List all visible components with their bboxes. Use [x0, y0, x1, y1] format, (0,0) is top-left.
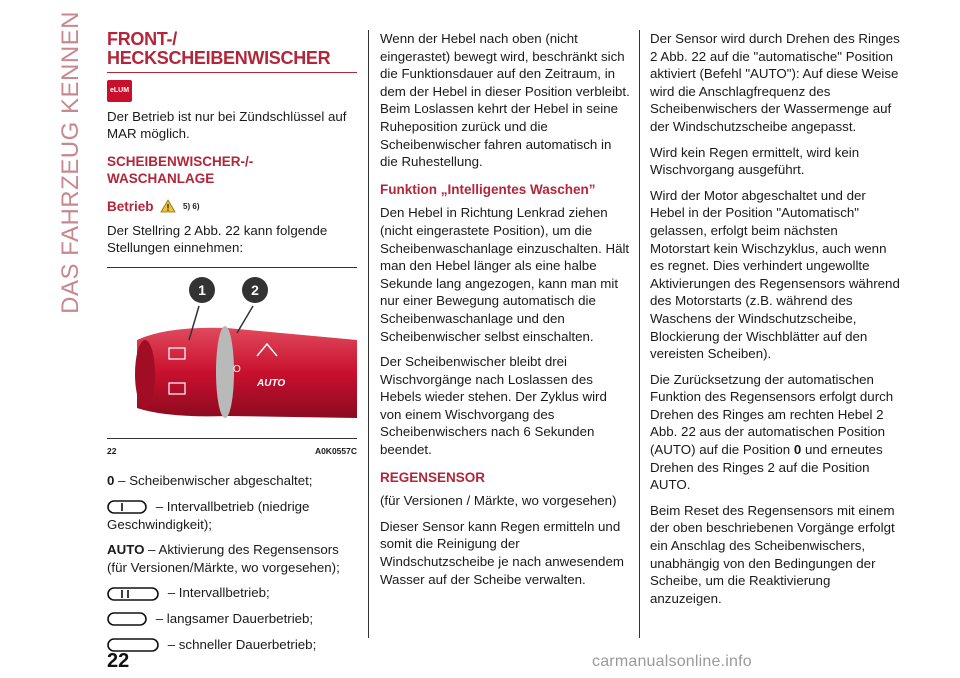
warning-triangle-icon [160, 199, 176, 213]
sensor-activation-text: Der Sensor wird durch Drehen des Ringes 2 Abb. 22 auf die "automatische" Position aktiviert (Befehl "AUTO"): Auf diese Weise wird die Anschlagfrequenz des Scheibenwischers der Wassermenge auf der Windschutzscheibe angepasst. [650, 31, 900, 134]
no-rain-text: Wird kein Regen ermittelt, wird kein Wischvorgang ausgeführt. [650, 144, 860, 178]
page-number: 22 [107, 650, 130, 672]
figure-caption [107, 443, 357, 461]
subsection-heading-operation [107, 198, 357, 216]
lever-body [137, 328, 357, 418]
position-interval-slow [107, 498, 357, 533]
figure-o-label: O [233, 363, 241, 375]
smart-wash-heading: Funktion „Intelligentes Waschen” [380, 181, 596, 197]
elum-badge: eLUM [107, 80, 132, 102]
engine-off-text: Wird der Motor abgeschaltet und der Hebel in der Position "Automatisch" gelassen, erfolgt beim nächsten Motorstart kein Wischzyklus, auch wenn es regnet. Dies verhindert ungewollte Aktivierungen des Regensensors während des Motorstarts (z.B. während des Waschens der Windschutzscheibe, Blockierung der Wischblätter auf den vereisten Scheiben). [650, 187, 900, 362]
column-3 [650, 30, 900, 615]
interval-slow-icon [107, 500, 147, 514]
intro-text: Der Betrieb ist nur bei Zündschlüssel auf MAR möglich. [107, 108, 347, 142]
rain-sensor-heading: REGENSENSOR [380, 469, 486, 485]
smart-wash-text: Den Hebel in Richtung Lenkrad ziehen (nicht eingerastete Position), um die Scheibenwaschanlage einzuschalten. Hält man den Hebel länger als eine halbe Sekunde lang angezogen, kann man mit nur einer Bewegung automatisch die Scheibenwaschanlage und den Scheibenwischer selbst einschalten. [380, 205, 630, 344]
column-divider-1 [368, 30, 369, 638]
side-section-label-text: DAS FAHRZEUG KENNEN [57, 10, 84, 314]
wiper-lever-illustration [107, 268, 357, 438]
interval-icon [107, 587, 159, 601]
stellring-text: Der Stellring 2 Abb. 22 kann folgende Stellungen einnehmen: [107, 222, 328, 256]
section-heading-wiper-washer: SCHEIBENWISCHER-/-WASCHANLAGE [107, 153, 254, 187]
position-slow [107, 610, 357, 628]
position-auto [107, 541, 357, 576]
position-0-key: 0 [107, 473, 115, 489]
column-1 [107, 30, 357, 661]
wiper-stop-text: Der Scheibenwischer bleibt drei Wischvorgänge nach Loslassen des Hebels wieder stehen. Der Zyklus wird von einem Wischvorgang des Scheibenwischers nach 6 Sekunden beendet. [380, 354, 607, 458]
wiper-lever-figure [107, 267, 357, 439]
position-fast [107, 636, 357, 654]
figure-number: 22 [107, 445, 117, 456]
title-line-2: HECKSCHEIBENWISCHER [107, 48, 331, 68]
position-auto-desc: – Aktivierung des Regensensors (für Versionen/Märkte, wo vorgesehen); [107, 542, 340, 575]
reset-text-a: Die Zurücksetzung der automatischen Funktion des Regensensors erfolgt durch Drehen des Ringes am rechten Hebel 2 Abb. 22 aus der automatischen Position (AUTO) auf die Position [650, 371, 894, 458]
rain-sensor-text: Dieser Sensor kann Regen ermitteln und somit die Reinigung der Windschutzscheibe je nach anwesendem Wasser auf der Scheibe verwalten. [380, 518, 624, 587]
reset-text [650, 371, 900, 494]
position-0-desc: – Scheibenwischer abgeschaltet; [114, 473, 313, 489]
position-0 [107, 472, 357, 490]
figure-code: A0K0557C [314, 445, 357, 456]
position-interval [107, 584, 357, 602]
position-auto-key: AUTO [107, 542, 145, 558]
continuous-slow-icon [107, 612, 147, 626]
figure-marker-2-label: 2 [251, 281, 259, 298]
position-slow-desc: – langsamer Dauerbetrieb; [152, 610, 314, 626]
title-divider [107, 72, 357, 73]
position-interval-desc: – Intervallbetrieb; [164, 585, 270, 601]
position-fast-desc: – schneller Dauerbetrieb; [164, 636, 317, 652]
side-section-label [48, 10, 94, 314]
subsection-label: Betrieb [107, 198, 154, 214]
rain-sensor-availability: (für Versionen / Märkte, wo vorgesehen) [380, 493, 617, 509]
column-divider-2 [639, 30, 640, 638]
reset-text-b: und erneutes Drehen des Ringes 2 auf die Position AUTO. [650, 442, 883, 493]
subsection-references: 5) 6) [183, 201, 200, 211]
reset-confirm-text: Beim Reset des Regensensors mit einem der oben beschriebenen Vorgänge erfolgt ein Anschlag des Scheibenwischers, unabhängig von den Bedingungen der Scheibe, um die Reaktivierung anzuzeigen. [650, 502, 895, 606]
title-line-1: FRONT-/ [107, 29, 177, 49]
watermark: carmanualsonline.info [592, 653, 752, 670]
figure-marker-1-label: 1 [198, 281, 206, 298]
column-2 [380, 30, 630, 596]
lever-ring-2 [216, 326, 234, 418]
lever-up-text: Wenn der Hebel nach oben (nicht eingerastet) bewegt wird, beschränkt sich die Funktionsdauer auf den Zeitraum, in dem der Hebel in dieser Position verbleibt. Beim Loslassen kehrt der Hebel in seine Ruheposition zurück und die Scheibenwischer fahren automatisch in die Ruhestellung. [380, 31, 630, 170]
position-interval-slow-desc: – Intervallbetrieb (niedrige Geschwindigkeit); [107, 498, 310, 532]
reset-text-key: 0 [793, 442, 802, 458]
page-title [107, 30, 357, 68]
figure-auto-label: AUTO [257, 377, 286, 389]
